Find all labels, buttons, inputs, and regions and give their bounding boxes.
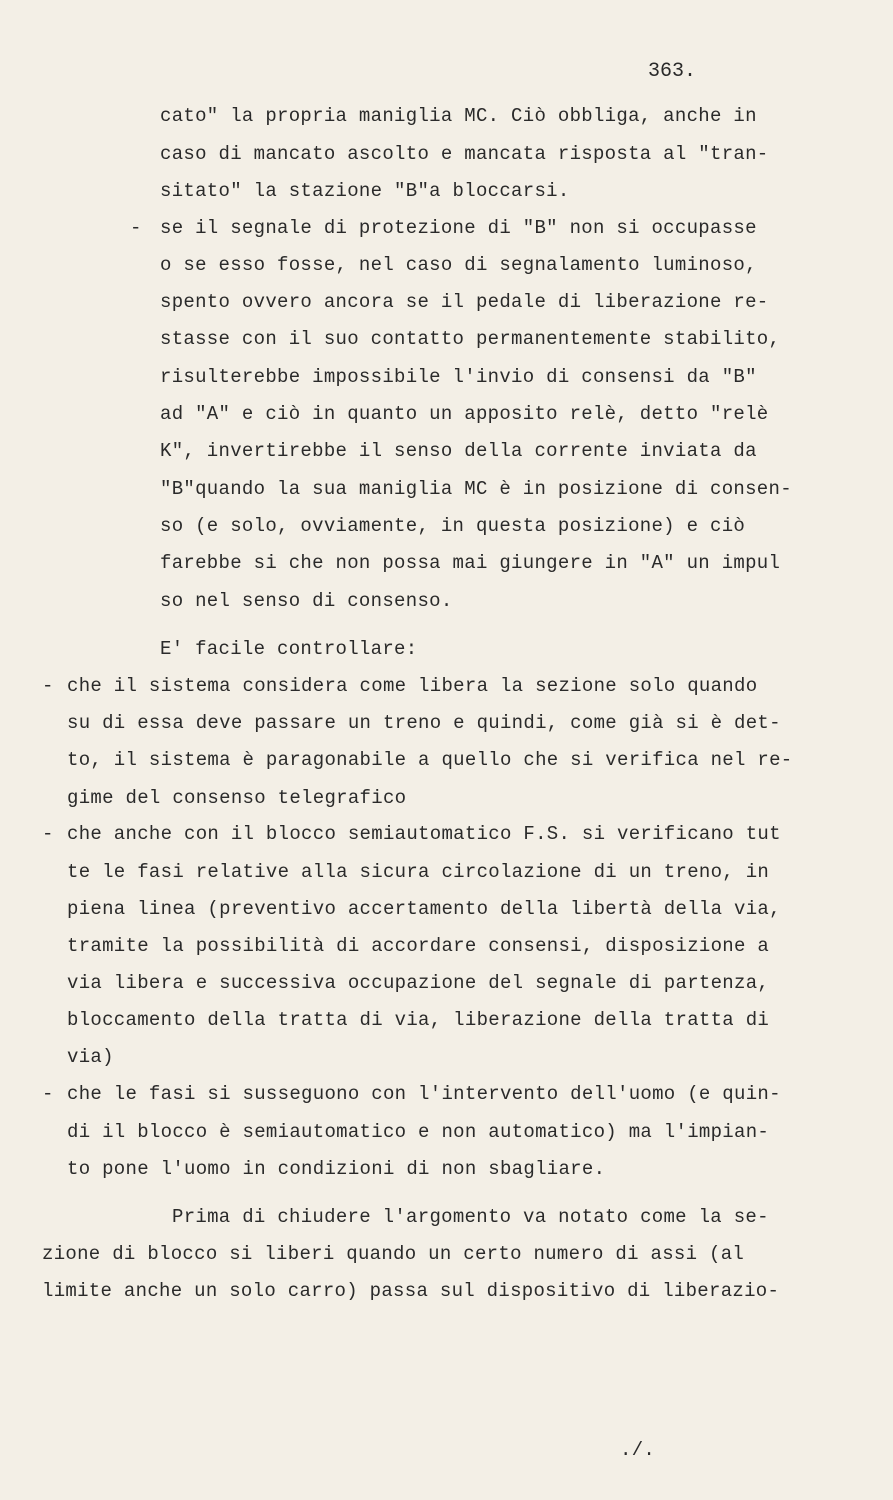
text-line: sitato" la stazione "B"a bloccarsi. (160, 180, 570, 202)
text-line: risulterebbe impossibile l'invio di consensi da "B" (160, 366, 757, 388)
text-line: caso di mancato ascolto e mancata risposta al "tran- (160, 143, 769, 165)
bullet-dash: - (42, 675, 54, 697)
text-line: di il blocco è semiautomatico e non automatico) ma l'impian- (67, 1121, 770, 1143)
text-line: "B"quando la sua maniglia MC è in posizione di consen- (160, 478, 792, 500)
bullet-dash: - (130, 217, 142, 239)
text-line: stasse con il suo contatto permanentemente stabilito, (160, 328, 781, 350)
text-line: spento ovvero ancora se il pedale di liberazione re- (160, 291, 769, 313)
text-line: cato" la propria maniglia MC. Ciò obbliga, anche in (160, 105, 757, 127)
bullet-dash: - (42, 823, 54, 845)
text-line: gime del consenso telegrafico (67, 787, 407, 809)
text-line: so (e solo, ovviamente, in questa posizione) e ciò (160, 515, 746, 537)
text-line: che le fasi si susseguono con l'intervento dell'uomo (e quin- (67, 1083, 781, 1105)
text-line: che il sistema considera come libera la sezione solo quando (67, 675, 758, 697)
text-line: se il segnale di protezione di "B" non si occupasse (160, 217, 757, 239)
text-line: farebbe si che non possa mai giungere in "A" un impul (160, 552, 781, 574)
text-line: che anche con il blocco semiautomatico F.S. si verificano tut (67, 823, 781, 845)
text-line: to pone l'uomo in condizioni di non sbagliare. (67, 1158, 606, 1180)
text-line: te le fasi relative alla sicura circolazione di un treno, in (67, 861, 770, 883)
text-line: via) (67, 1046, 114, 1068)
text-line: ad "A" e ciò in quanto un apposito relè, detto "relè (160, 403, 769, 425)
text-line: via libera e successiva occupazione del segnale di partenza, (67, 972, 770, 994)
text-line: Prima di chiudere l'argomento va notato come la se- (172, 1206, 769, 1228)
text-line: o se esso fosse, nel caso di segnalamento luminoso, (160, 254, 757, 276)
page-number: 363. (648, 60, 697, 83)
text-line: zione di blocco si liberi quando un certo numero di assi (al (42, 1243, 745, 1265)
text-line: tramite la possibilità di accordare consensi, disposizione a (67, 935, 770, 957)
text-line: K", invertirebbe il senso della corrente inviata da (160, 440, 757, 462)
text-line: bloccamento della tratta di via, liberazione della tratta di (67, 1009, 770, 1031)
text-line: su di essa deve passare un treno e quindi, come già si è det- (67, 712, 781, 734)
bullet-dash: - (42, 1083, 54, 1105)
text-line: limite anche un solo carro) passa sul dispositivo di liberazio- (42, 1280, 780, 1302)
text-line: piena linea (preventivo accertamento della libertà della via, (67, 898, 781, 920)
text-line: to, il sistema è paragonabile a quello che si verifica nel re- (67, 749, 793, 771)
intro-line: E' facile controllare: (160, 638, 418, 660)
continued-mark: ./. (620, 1439, 656, 1461)
text-line: so nel senso di consenso. (160, 590, 453, 612)
